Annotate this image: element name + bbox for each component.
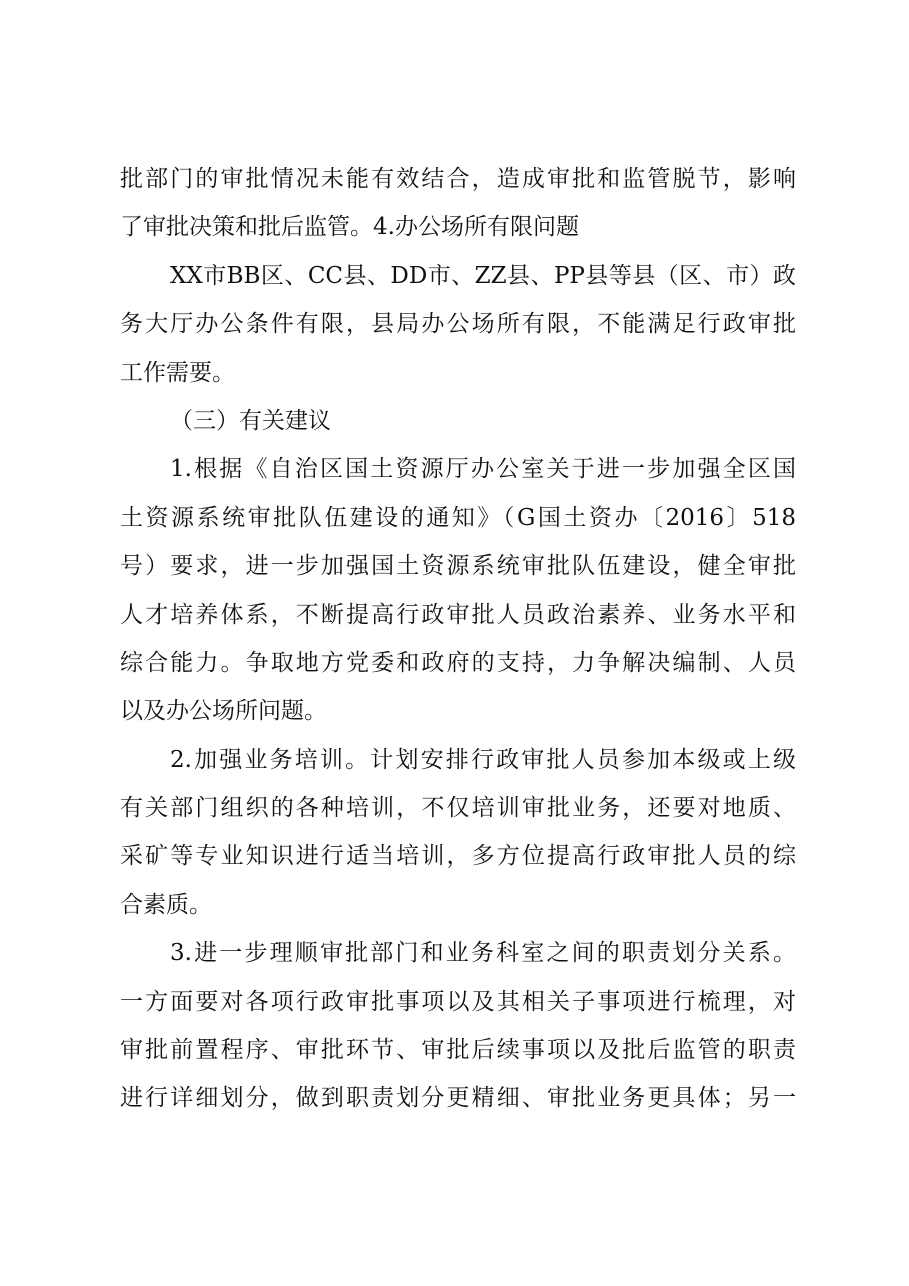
text-line-2: 了审批决策和批后监管。4.办公场所有限问题	[120, 214, 579, 241]
text-line-15: 采矿等专业知识进行适当培训，多方位提高行政审批人员的综	[120, 843, 796, 870]
text-line-18: 一方面要对各项行政审批事项以及其相关子事项进行梳理，对	[120, 988, 796, 1015]
text-line-16: 合素质。	[120, 891, 212, 918]
text-line-19: 审批前置程序、审批环节、审批后续事项以及批后监管的职责	[120, 1037, 796, 1064]
text-line-1: 批部门的审批情况未能有效结合，造成审批和监管脱节，影响	[120, 166, 796, 192]
text-line-13: 2.加强业务培训。计划安排行政审批人员参加本级或上级	[170, 746, 796, 773]
text-line-3: XX市BB区、CC县、DD市、ZZ县、PP县等县（区、市）政	[170, 262, 796, 289]
text-line-10: 人才培养体系，不断提高行政审批人员政治素养、业务水平和	[120, 601, 796, 628]
text-line-7: 1.根据《自治区国土资源厅办公室关于进一步加强全区国	[170, 456, 796, 483]
section-heading: （三）有关建议	[170, 407, 331, 434]
document-body	[120, 155, 796, 1123]
text-line-8: 土资源系统审批队伍建设的通知》（G国土资办〔2016〕518	[120, 504, 796, 531]
text-line-14: 有关部门组织的各种培训，不仅培训审批业务，还要对地质、	[120, 795, 796, 822]
text-line-17: 3.进一步理顺审批部门和业务科室之间的职责划分关系。	[170, 940, 796, 967]
text-line-5: 工作需要。	[120, 359, 235, 386]
text-line-20: 进行详细划分，做到职责划分更精细、审批业务更具体；另一	[120, 1085, 796, 1112]
text-line-12: 以及办公场所问题。	[120, 698, 327, 725]
text-line-4: 务大厅办公条件有限，县局办公场所有限，不能满足行政审批	[120, 311, 796, 338]
text-line-11: 综合能力。争取地方党委和政府的支持，力争解决编制、人员	[120, 649, 796, 676]
text-line-9: 号）要求，进一步加强国土资源系统审批队伍建设，健全审批	[120, 553, 796, 580]
